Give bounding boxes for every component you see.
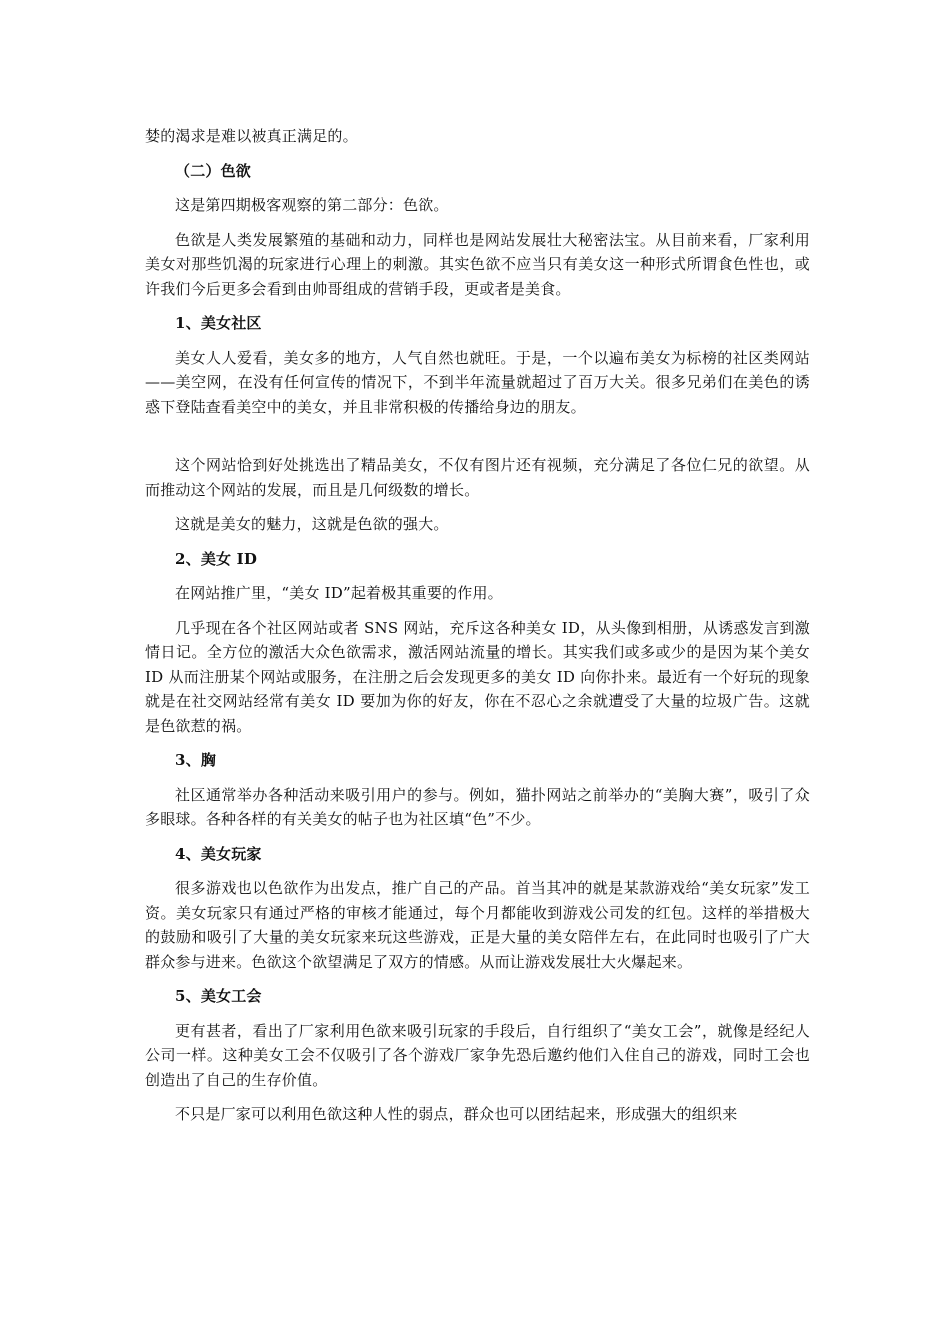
paragraph: 不只是厂家可以利用色欲这种人性的弱点，群众也可以团结起来，形成强大的组织来: [175, 1105, 738, 1123]
paragraph: 在网站推广里，“美女 ID”起着极其重要的作用。: [175, 584, 503, 602]
subsection-heading: 5、美女工会: [175, 987, 262, 1005]
paragraph: 社区通常举办各种活动来吸引用户的参与。例如，猫扑网站之前举办的“美胸大赛”，吸引了众多眼球。各种各样的有关美女的帖子也为社区填“色”不少。: [145, 785, 810, 828]
paragraph: 更有甚者，看出了厂家利用色欲来吸引玩家的手段后，自行组织了“美女工会”，就像是经纪人公司一样。这种美女工会不仅吸引了各个游戏厂家争先恐后邀约他们入住自己的游戏，同时工会也创造出了自己的生存价值。: [145, 1021, 810, 1089]
subsection-heading: 4、美女玩家: [175, 844, 262, 863]
paragraph: 美女人人爱看，美女多的地方，人气自然也就旺。于是，一个以遍布美女为标榜的社区类网站——美空网，在没有任何宣传的情况下，不到半年流量就超过了百万大关。很多兄弟们在美色的诱惑下登陆查看美空中的美女，并且非常积极的传播给身边的朋友。: [145, 348, 810, 416]
subsection-heading: 2、美女 ID: [175, 549, 258, 568]
paragraph: 几乎现在各个社区网站或者 SNS 网站，充斥这各种美女 ID，从头像到相册，从诱惑发言到激情日记。全方位的激活大众色欲需求，激活网站流量的增长。其实我们或多或少的是因为某个美女 ID 从而注册某个网站或服务，在注册之后会发现更多的美女 ID 向你扑来。最近有一个好玩的现象就是在社交网站经常有美女 ID 要加为你的好友，你在不忍心之余就遭受了大量的垃圾广告。这就是色欲惹的祸。: [145, 618, 810, 735]
document-page: [145, 124, 810, 1127]
paragraph: 婪的渴求是难以被真正满足的。: [145, 127, 358, 145]
paragraph: 很多游戏也以色欲作为出发点，推广自己的产品。首当其冲的就是某款游戏给“美女玩家”发工资。美女玩家只有通过严格的审核才能通过，每个月都能收到游戏公司发的红包。这样的举措极大的鼓励和吸引了大量的美女玩家来玩这些游戏，正是大量的美女陪伴左右，在此同时也吸引了广大群众参与进来。色欲这个欲望满足了双方的情感。从而让游戏发展壮大火爆起来。: [145, 879, 810, 971]
blank-spacer: [145, 419, 810, 453]
section-heading: （二）色欲: [175, 161, 252, 180]
subsection-heading: 3、胸: [175, 751, 217, 769]
paragraph: 这个网站恰到好处挑选出了精品美女，不仅有图片还有视频，充分满足了各位仁兄的欲望。从而推动这个网站的发展，而且是几何级数的增长。: [145, 456, 810, 499]
paragraph: 这是第四期极客观察的第二部分：色欲。: [175, 196, 449, 214]
paragraph: 色欲是人类发展繁殖的基础和动力，同样也是网站发展壮大秘密法宝。从目前来看，厂家利用美女对那些饥渴的玩家进行心理上的刺激。其实色欲不应当只有美女这一种形式所谓食色性也，或许我们今后更多会看到由帅哥组成的营销手段，更或者是美食。: [145, 230, 810, 298]
subsection-heading: 1、美女社区: [175, 314, 262, 332]
paragraph: 这就是美女的魅力，这就是色欲的强大。: [175, 515, 449, 533]
